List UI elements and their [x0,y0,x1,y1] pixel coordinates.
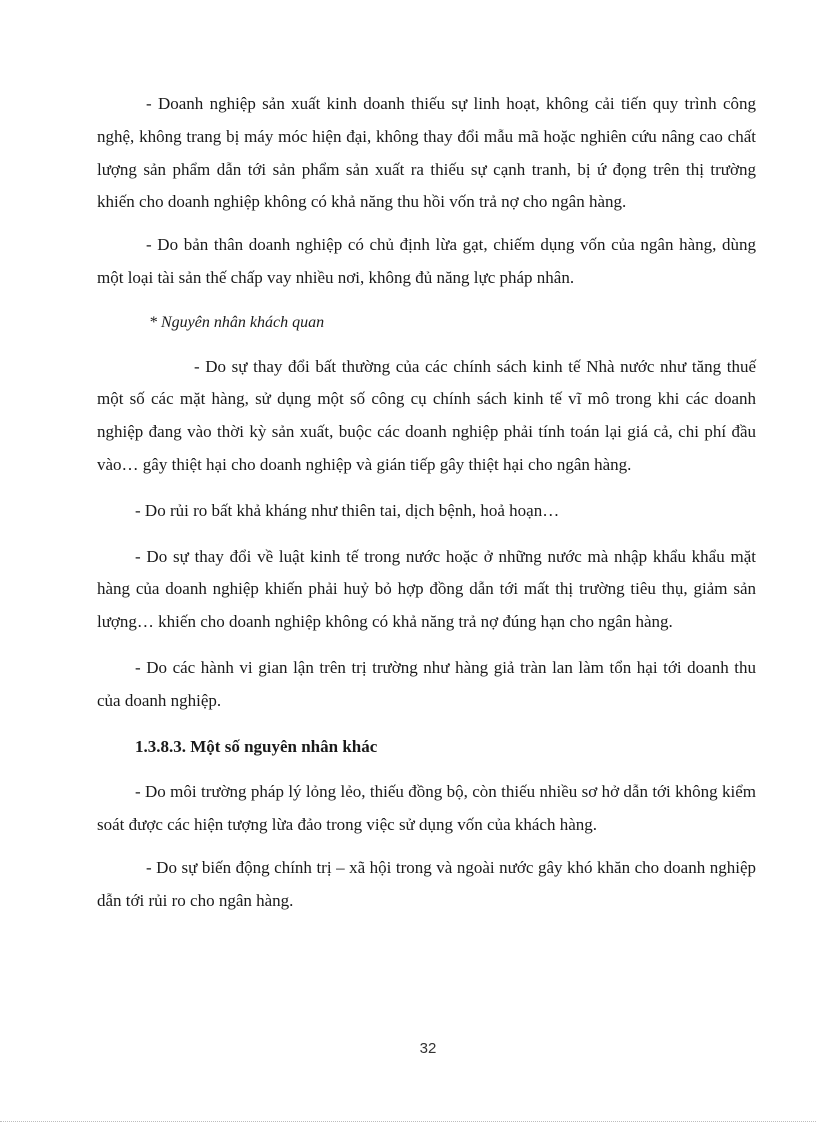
subheading-objective-causes: * Nguyên nhân khách quan [149,313,325,331]
page-bottom-divider [0,1121,816,1122]
paragraph-legal-environment: - Do môi trường pháp lý lỏng lẻo, thiếu đồng bộ, còn thiếu nhiều sơ hở dẫn tới không kiểm soát được các hiện tượng lừa đảo trong việc sử dụng vốn của khách hàng. [97,782,756,835]
paragraph-policy-changes: - Do sự thay đổi bất thường của các chính sách kinh tế Nhà nước như tăng thuế một số các mặt hàng, sử dụng một số công cụ chính sách kinh tế vĩ mô trong khi các doanh nghiệp đang vào thời kỳ sản xuất, buộc các doanh nghiệp phải tính toán lại giá cả, chi phí đầu vào… gây thiệt hại cho doanh nghiệp và gián tiếp gây thiệt hại cho ngân hàng. [97,356,756,474]
paragraph-force-majeure: - Do rủi ro bất khả kháng như thiên tai, dịch bệnh, hoả hoạn… [135,500,560,520]
paragraph-business-inflexibility: - Doanh nghiệp sản xuất kinh doanh thiếu sự linh hoạt, không cải tiến quy trình công nghệ, không trang bị máy móc hiện đại, không thay đổi mẫu mã hoặc nghiên cứu nâng cao chất lượng sản phẩm dẫn tới sản phẩm sản xuất ra thiếu sự cạnh tranh, bị ứ đọng trên thị trường khiến cho doanh nghiệp không có khả năng thu hồi vốn trả nợ cho ngân hàng. [97,94,756,212]
paragraph-political-instability: - Do sự biến động chính trị – xã hội trong và ngoài nước gây khó khăn cho doanh nghiệp dẫn tới rủi ro cho ngân hàng. [97,857,756,910]
paragraph-law-changes: - Do sự thay đổi về luật kinh tế trong nước hoặc ở những nước mà nhập khẩu khẩu mặt hàng của doanh nghiệp khiến phải huỷ bỏ hợp đồng dẫn tới mất thị trường tiêu thụ, giảm sản lượng… khiến cho doanh nghiệp không có khả năng trả nợ đúng hạn cho ngân hàng. [97,546,756,632]
section-heading: 1.3.8.3. Một số nguyên nhân khác [135,736,378,756]
paragraph-market-fraud: - Do các hành vi gian lận trên trị trường như hàng giả tràn lan làm tổn hại tới doanh thu của doanh nghiệp. [97,657,756,710]
page-number: 32 [419,1040,437,1057]
paragraph-intentional-fraud: - Do bản thân doanh nghiệp có chủ định lừa gạt, chiếm dụng vốn của ngân hàng, dùng một loại tài sản thế chấp vay nhiều nơi, không đủ năng lực pháp nhân. [97,235,756,287]
document-body [97,88,756,918]
